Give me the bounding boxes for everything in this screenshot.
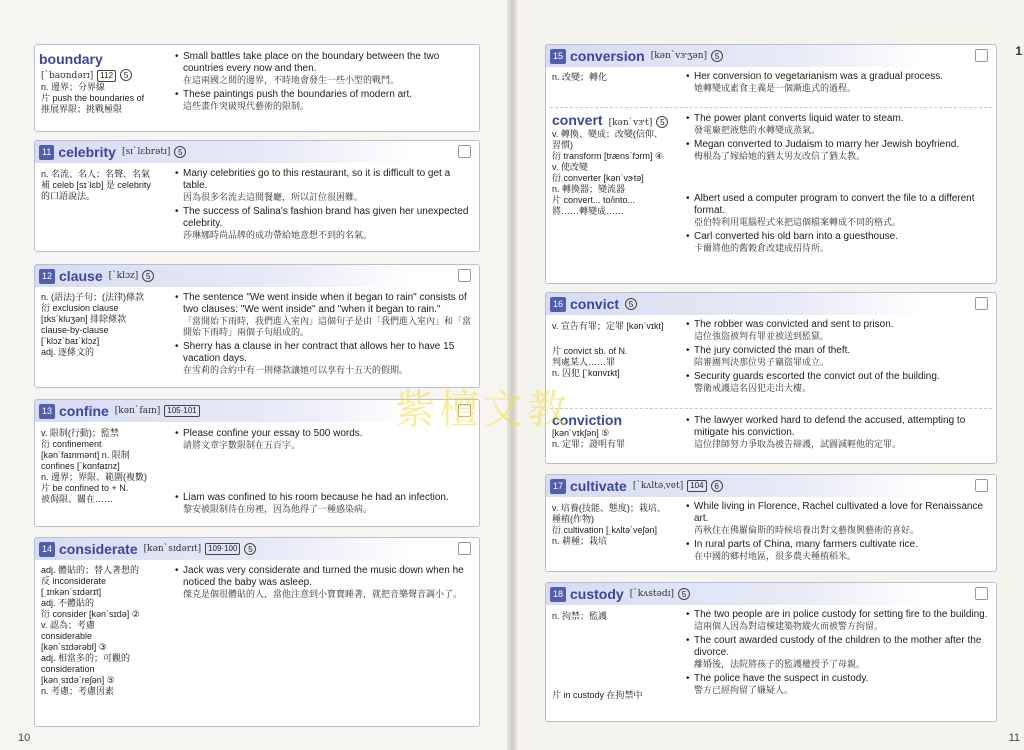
example-zh: 莎琳娜時尚品牌的成功帶給她意想不到的名氣。 [183, 230, 373, 240]
derivative: [kənˋsɪdərəbl] ③ [41, 642, 107, 652]
page-number-right: 11 [1008, 732, 1020, 744]
example-zh: 這位律師努力爭取為被告辯護，試圖減輕他的定罪。 [694, 439, 902, 449]
example-en: • Carl converted his old barn into a guesthouse. [686, 231, 990, 243]
definition: v. 宣告有罪；定罪 [kənˋvɪkt] [552, 321, 664, 331]
entry-left-column [41, 292, 169, 358]
example-zh: 黎安被限制待在房裡，因為他得了一種感染病。 [183, 504, 373, 514]
checkbox[interactable] [458, 269, 471, 282]
entry-examples [686, 609, 990, 699]
exam-year-tag: 105·101 [164, 405, 199, 417]
entry-confine [34, 399, 480, 527]
entry-boundary [34, 44, 480, 132]
antonym: [ˌɪnkənˋsɪdərɪt] [41, 587, 102, 597]
entry-convict [545, 292, 997, 464]
derivative: 衍 confinement [41, 439, 102, 449]
headword: custody [570, 586, 624, 602]
headword: celebrity [58, 144, 116, 160]
divider [550, 107, 992, 108]
phonetic: [ˋkʌltəˌvet] [632, 481, 684, 491]
phonetic: [sɪˋlɛbrətɪ] [121, 147, 171, 157]
checkbox[interactable] [975, 587, 988, 600]
entry-considerate [34, 537, 480, 727]
entry-number: 15 [550, 49, 566, 64]
level-badge: 5 [142, 270, 154, 282]
derivative: v. 認為；考慮 [41, 620, 95, 630]
example-en: • The success of Salina's fashion brand has given her unexpected celebrity. [175, 206, 473, 230]
book-gutter [507, 0, 517, 750]
exam-year-tag: 112 [97, 70, 116, 82]
entry-left-column [552, 72, 680, 83]
example-en: • Jack was very considerate and turned the music down when he noticed the baby was asleep. [175, 565, 473, 589]
definition: adj. 體貼的；替人著想的 [41, 565, 140, 575]
example-en: • Small battles take place on the boundary between the two countries every now and then. [175, 51, 473, 75]
example-zh: 傑克是個很體貼的人，當他注意到小寶寶睡著，就把音樂聲音調小了。 [183, 589, 463, 599]
example-zh: 在這兩國之間的邊界，不時地會發生一些小型的戰鬥。 [183, 75, 400, 85]
example-en: • The jury convicted the man of theft. [686, 345, 990, 357]
headword: confine [59, 403, 109, 419]
entry-left-column [552, 112, 680, 217]
phrase: 片 convert... to/into... [552, 195, 636, 205]
example-en: • Please confine your essay to 500 words. [175, 428, 473, 440]
entry-header [546, 293, 996, 315]
level-badge: 6 [711, 480, 723, 492]
phrase: 片 in custody 在拘禁中 [552, 690, 643, 700]
example-en: • Liam was confined to his room because he had an infection. [175, 492, 473, 504]
entry-header [546, 45, 996, 67]
headword: boundary [39, 51, 103, 67]
entry-examples [686, 319, 990, 397]
entry-cultivate [545, 474, 997, 572]
example-zh: 這兩個人因為對這棟建築物縱火而被警方拘留。 [694, 621, 884, 631]
entry-number: 16 [550, 297, 566, 312]
entry-conversion [545, 44, 997, 284]
derivative: adj. 相當多的；可觀的 [41, 653, 131, 663]
entry-header [35, 538, 479, 560]
derivative: 衍 exclusion clause [41, 303, 119, 313]
example-en: • The sentence "We went inside when it began to rain" consists of two clauses: "We went inside" and "when it began to rain." [175, 292, 473, 316]
example-zh: 在雪莉的合約中有一則條款讓她可以享有十五天的假期。 [183, 365, 409, 375]
entry-examples [175, 292, 473, 379]
headword: convict [570, 296, 620, 312]
definition: n. 囚犯 [ˋkɑnvɪkt] [552, 368, 620, 378]
example-zh: 芮秋住在佛羅倫斯的時候培養出對文藝復興藝術的喜好。 [694, 525, 920, 535]
entry-custody [545, 582, 997, 722]
definition: 習慣) [552, 140, 573, 150]
entry-examples [175, 428, 473, 518]
level-badge: 5 [244, 543, 256, 555]
example-en: • The power plant converts liquid water to steam. [686, 113, 990, 125]
antonym: adj. 不體貼的 [41, 598, 95, 608]
derivative: adj. 逐條文的 [41, 347, 95, 357]
definition: n. (語法)子句；(法律)條款 [41, 292, 144, 302]
exam-year-tag: 104 [687, 480, 706, 492]
example-zh: 在中國的鄉村地區，很多農夫種植稻米。 [694, 551, 857, 561]
derivative: n. 考慮；考慮因素 [41, 686, 115, 696]
phrase-meaning: 將……轉變成…… [552, 206, 625, 216]
derivative: n. 邊界；界限、範圍(複數) [41, 472, 148, 482]
phonetic: [ˋklɔz] [108, 271, 139, 281]
example-en: • Security guards escorted the convict out of the building. [686, 371, 990, 383]
note: 補 celeb [sɪˋlɛb] 是 celebrity [41, 180, 151, 190]
example-zh: 她轉變成素食主義是一個漸進式的過程。 [694, 83, 857, 93]
example-zh: 請將文章字數限制在五百字。 [183, 440, 301, 450]
example-en: • The police have the suspect in custody. [686, 673, 990, 685]
entry-left-column [41, 565, 169, 697]
entry-examples [686, 501, 990, 565]
page-edge-number: 1 [1015, 44, 1022, 58]
headword: cultivate [570, 478, 627, 494]
divider [550, 408, 992, 409]
phrase-meaning: 被侷限、關在…… [41, 494, 114, 504]
entry-left-column [552, 611, 680, 701]
example-en: • Many celebrities go to this restaurant, so it is difficult to get a table. [175, 168, 473, 192]
level-badge: 5 [711, 50, 723, 62]
example-zh: 這位強盜被判有罪並被送到監獄。 [694, 331, 830, 341]
phrase-meaning: 推展界限；挑戰極限 [41, 104, 123, 114]
checkbox[interactable] [458, 404, 471, 417]
derivative: 衍 cultivation [ˌkʌltəˋveʃən] [552, 525, 658, 535]
level-badge: 5 [656, 116, 668, 128]
derivative: considerable [41, 631, 93, 641]
example-zh: 卡爾將他的舊穀倉改建成招待所。 [694, 243, 830, 253]
entry-left-column [552, 412, 680, 450]
entry-examples [175, 168, 473, 244]
example-en: • Megan converted to Judaism to marry her Jewish boyfriend. [686, 139, 990, 151]
example-zh: 陪審團判決那位男子竊盜罪成立。 [694, 357, 830, 367]
entry-number: 13 [39, 404, 55, 419]
phrase-meaning: 判處某人……罪 [552, 357, 616, 367]
example-zh: 梅根為了嫁給她的猶太男友改信了猶太教。 [694, 151, 866, 161]
derivative: [kənˌsɪdəˋreʃən] ⑤ [41, 675, 115, 685]
watermark-text: 紫檀文教 [395, 387, 571, 433]
phonetic: [ˋbaʊndərɪ] [41, 71, 94, 81]
entry-examples [175, 565, 473, 603]
example-en: • While living in Florence, Rachel cultivated a love for Renaissance art. [686, 501, 990, 525]
entry-clause [34, 264, 480, 388]
phonetic: [kənˋvɝt] [608, 118, 653, 128]
example-zh: 「當開始下雨時，我們進入室內」這個句子是由「我們進入室內」和「當開始下雨時」兩個子句組成的。 [183, 316, 472, 337]
definition: n. 邊界；分界線 [41, 82, 106, 92]
example-zh: 亞伯特利用電腦程式來把這個檔案轉成不同的格式。 [694, 217, 902, 227]
definition: v. 轉換、變成；改變(信仰、 [552, 129, 663, 139]
example-zh: 發電廠把液態的水轉變成蒸氣。 [694, 125, 821, 135]
entry-left-column [552, 321, 680, 379]
derivative: 衍 transform [trænsˋfɔrm] ④ [552, 151, 664, 161]
entry-celebrity [34, 140, 480, 252]
derivative: 衍 consider [kənˋsɪdə] ② [41, 609, 140, 619]
definition: v. 培養(技能、態度)；栽培、 [552, 503, 666, 513]
antonym: 反 inconsiderate [41, 576, 107, 586]
derivative: clause-by-clause [41, 325, 109, 335]
entry-number: 18 [550, 587, 566, 602]
example-en: • The robber was convicted and sent to prison. [686, 319, 990, 331]
entry-number: 17 [550, 479, 566, 494]
derivative: consideration [41, 664, 95, 674]
example-en: • These paintings push the boundaries of modern art. [175, 89, 473, 101]
example-zh: 離婚後，法院將孩子的監護權授予了母親。 [694, 659, 866, 669]
example-en: • Sherry has a clause in her contract that allows her to have 15 vacation days. [175, 341, 473, 365]
phonetic: [kənˋvɪkʃən] ⑤ [552, 428, 610, 438]
phonetic: [kənˋsɪdərɪt] [143, 544, 202, 554]
derivative: n. 轉換器；變流器 [552, 184, 626, 194]
entry-header [546, 583, 996, 605]
derivative: [kənˋfaɪnmənt] n. 限制 [41, 450, 130, 460]
definition: n. 改變；轉化 [552, 72, 608, 82]
level-badge: 5 [174, 146, 186, 158]
derivative: [ɪksˋkluʒən] 排除條款 [41, 314, 127, 324]
note: 的口語說法。 [41, 191, 96, 201]
entry-left-column [41, 169, 169, 202]
headword: convert [552, 112, 603, 128]
entry-examples [686, 415, 990, 453]
headword: clause [59, 268, 103, 284]
entry-header [35, 400, 479, 422]
phonetic: [kənˋfaɪn] [114, 406, 161, 416]
entry-examples [686, 113, 990, 257]
derivative: n. 耕種；栽培 [552, 536, 608, 546]
example-zh: 因為很多名流去這間餐廳，所以訂位很困難。 [183, 192, 364, 202]
entry-examples [175, 51, 473, 115]
definition: n. 定罪；證明有罪 [552, 439, 626, 449]
checkbox[interactable] [975, 297, 988, 310]
headword: conviction [552, 412, 623, 428]
page-number-left: 10 [18, 732, 31, 744]
headword: considerate [59, 541, 138, 557]
example-en: • The court awarded custody of the children to the mother after the divorce. [686, 635, 990, 659]
definition: v. 限制(行動)；監禁 [41, 428, 119, 438]
entry-header [546, 475, 996, 497]
definition: 種植(作物) [552, 514, 594, 524]
example-zh: 這些畫作突破現代藝術的限制。 [183, 101, 310, 111]
checkbox[interactable] [975, 49, 988, 62]
entry-number: 14 [39, 542, 55, 557]
entry-number: 11 [39, 145, 54, 160]
example-en: • The lawyer worked hard to defend the accused, attempting to mitigate his conviction. [686, 415, 990, 439]
exam-year-tag: 109·100 [205, 543, 240, 555]
checkbox[interactable] [975, 479, 988, 492]
phrase: 片 push the boundaries of [41, 93, 145, 103]
entry-header [35, 141, 479, 163]
level-badge: 5 [120, 69, 132, 81]
phonetic: [ˋkʌstədɪ] [629, 589, 674, 599]
example-zh: 警衛戒護這名囚犯走出大樓。 [694, 383, 812, 393]
level-badge: 5 [678, 588, 690, 600]
level-badge: 5 [625, 298, 637, 310]
example-en: • In rural parts of China, many farmers cultivate rice. [686, 539, 990, 551]
derivative: v. 使改變 [552, 162, 588, 172]
checkbox[interactable] [458, 145, 471, 158]
entry-number: 12 [39, 269, 55, 284]
derivative: confines [ˋkɑnfaɪnz] [41, 461, 120, 471]
definition: n. 名流、名人；名聲、名氣 [41, 169, 151, 179]
phrase: 片 be confined to + N. [41, 483, 129, 493]
definition: n. 拘禁；監護 [552, 611, 608, 621]
entry-left-column [41, 428, 169, 505]
phonetic: [kənˋvɝʒən] [650, 51, 708, 61]
derivative: 衍 converter [kənˋvɝtə] [552, 173, 644, 183]
entry-left-column [552, 503, 680, 547]
example-en: • Albert used a computer program to convert the file to a different format. [686, 193, 990, 217]
entry-examples [686, 71, 990, 97]
entry-header [35, 265, 479, 287]
example-en: • The two people are in police custody for setting fire to the building. [686, 609, 990, 621]
phrase: 片 convict sb. of N. [552, 346, 628, 356]
entry-left-column [41, 69, 169, 115]
example-en: • Her conversion to vegetarianism was a gradual process. [686, 71, 990, 83]
example-zh: 警方已經拘留了嫌疑人。 [694, 685, 794, 695]
headword: conversion [570, 48, 645, 64]
derivative: [ˋklɔzˋbaɪˋklɔz] [41, 336, 100, 346]
checkbox[interactable] [458, 542, 471, 555]
